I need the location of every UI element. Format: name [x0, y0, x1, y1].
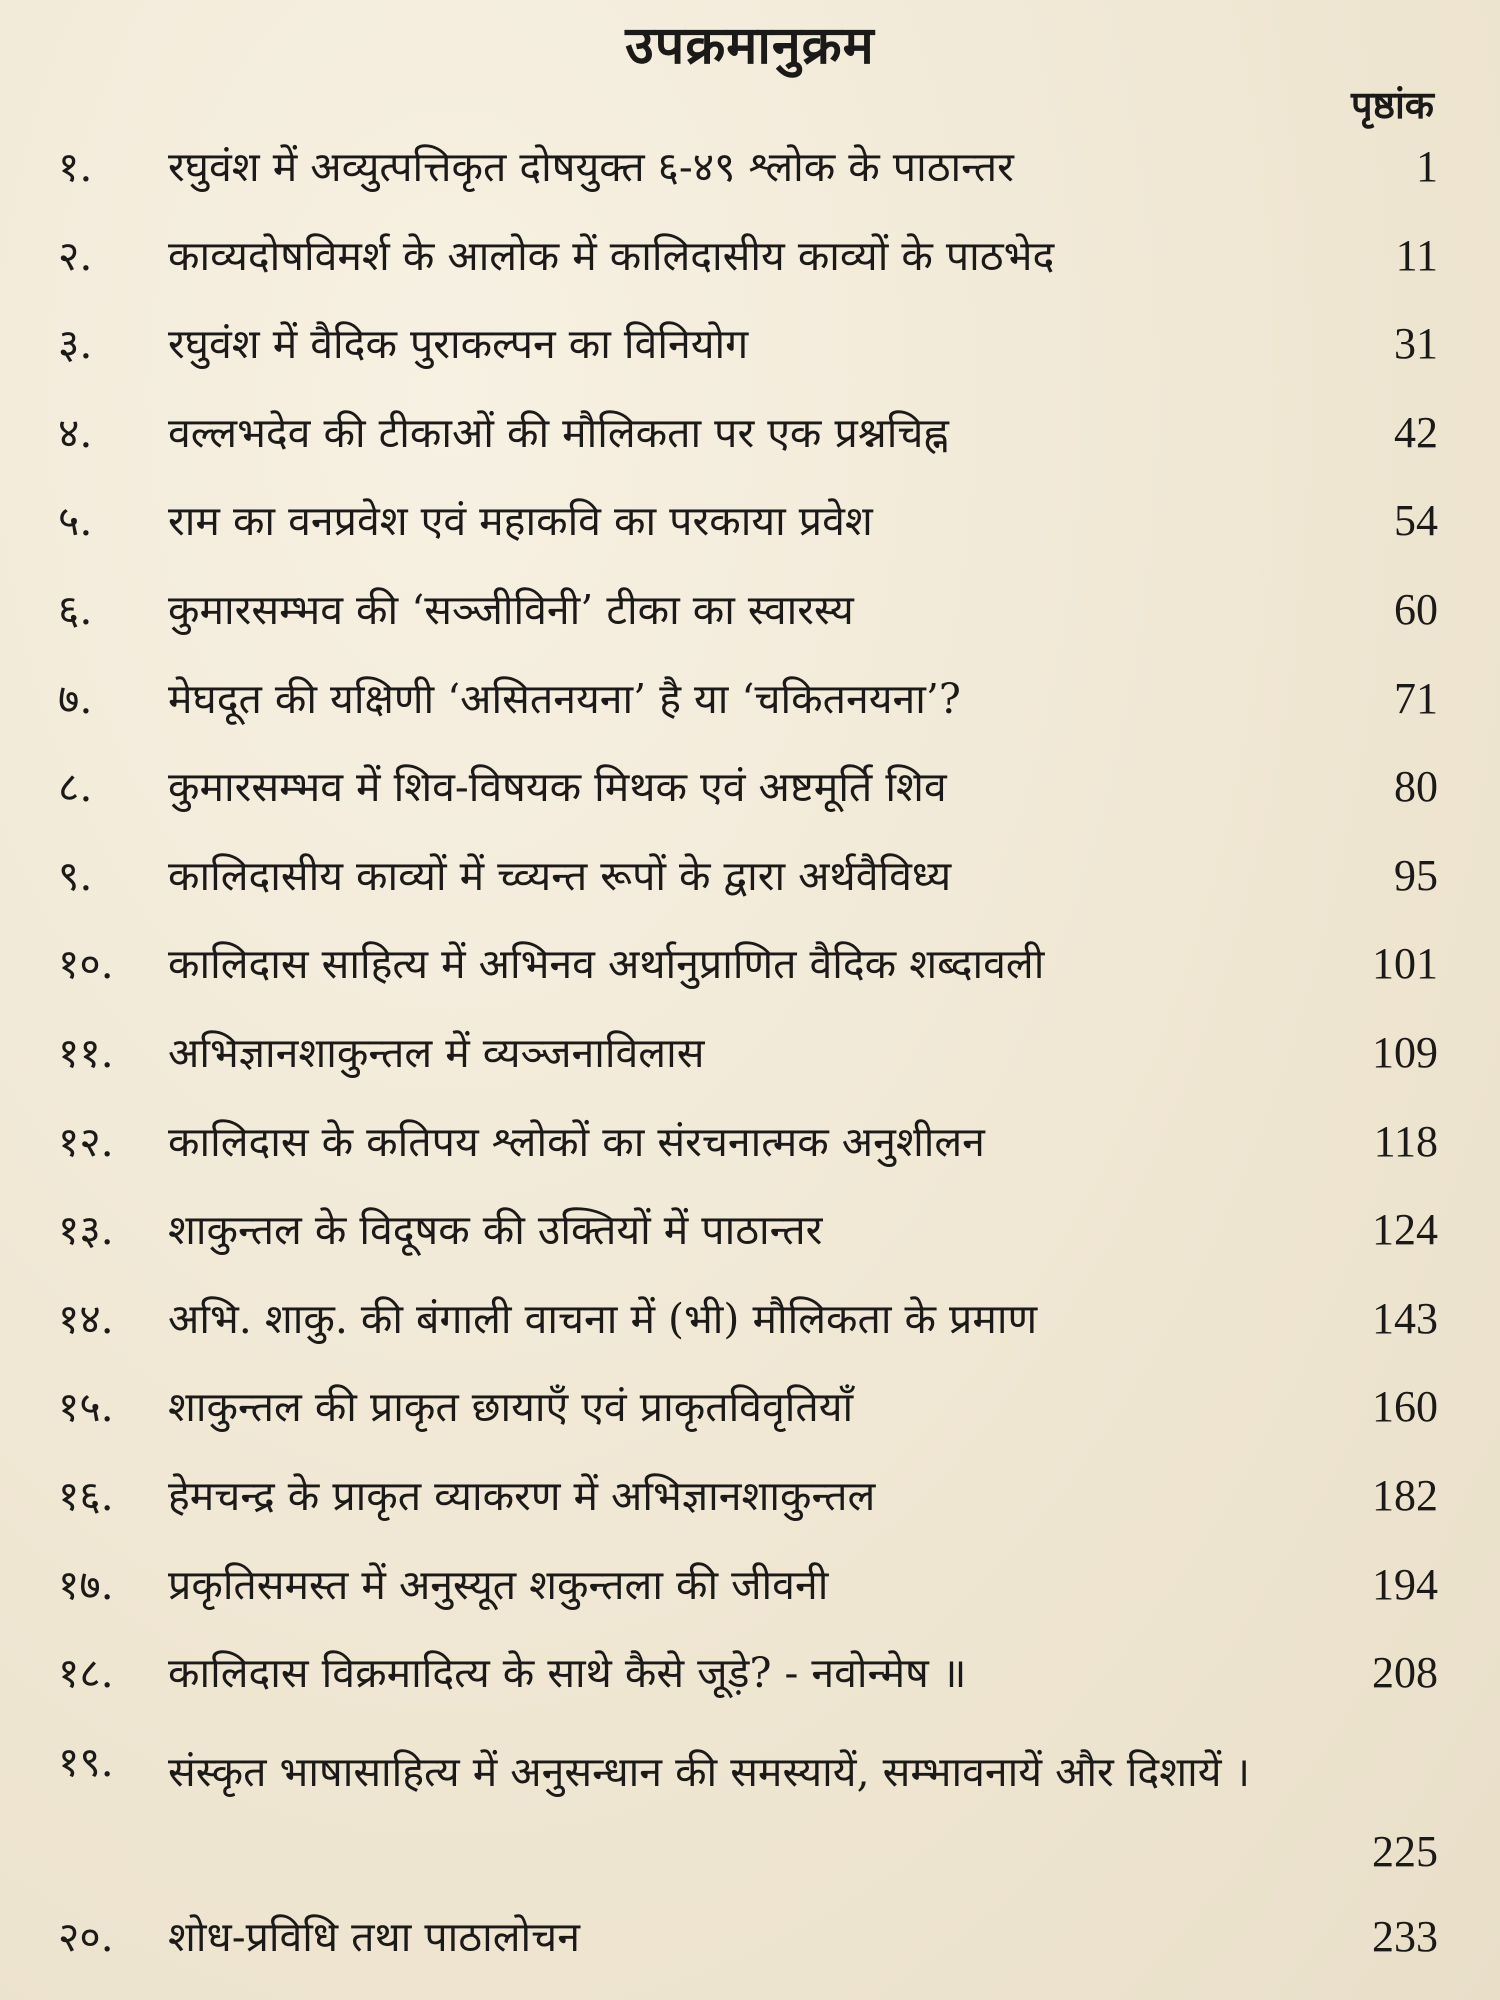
entry-title: अभि. शाकु. की बंगाली वाचना में (भी) मौलिकता के प्रमाण — [168, 1294, 1038, 1343]
entry-number: १०. — [58, 940, 114, 989]
entry-title: संस्कृत भाषासाहित्य में अनुसन्धान की समस्यायें, सम्भावनायें और दिशायें । — [168, 1747, 1251, 1796]
entry-title: प्रकृतिसमस्त में अनुस्यूत शकुन्तला की जीवनी — [168, 1560, 829, 1609]
entry-number: १६. — [58, 1471, 114, 1520]
entry-number: १२. — [58, 1117, 114, 1166]
entry-number: ५. — [58, 497, 93, 546]
entry-page: 31 — [1394, 319, 1438, 369]
entry-title: रघुवंश में वैदिक पुराकल्पन का विनियोग — [168, 320, 749, 369]
entry-title: कालिदास साहित्य में अभिनव अर्थानुप्राणित वैदिक शब्दावली — [168, 940, 1045, 989]
entry-page: 225 — [1372, 1826, 1438, 1876]
entry-page: 80 — [1394, 762, 1438, 812]
entry-page: 42 — [1394, 407, 1438, 457]
entry-title: अभिज्ञानशाकुन्तल में व्यञ्जनाविलास — [168, 1028, 705, 1077]
toc-entry-19 — [0, 1730, 1500, 1905]
entry-page: 101 — [1372, 939, 1438, 989]
toc-entry-16 — [0, 1464, 1500, 1553]
page-title: उपक्रमानुक्रम — [625, 15, 875, 76]
entry-page: 182 — [1372, 1470, 1438, 1520]
entry-number: १९. — [58, 1737, 114, 1786]
toc-entry-3 — [0, 312, 1500, 401]
toc-entry-13 — [0, 1198, 1500, 1287]
entry-title: रघुवंश में अव्युत्पत्तिकृत दोषयुक्त ६-४९ श्लोक के पाठान्तर — [168, 143, 1014, 191]
toc-entry-7 — [0, 667, 1500, 756]
entry-title: राम का वनप्रवेश एवं महाकवि का परकाया प्रवेश — [168, 497, 873, 546]
entry-number: २०. — [58, 1912, 114, 1961]
toc-entry-6 — [0, 578, 1500, 667]
entry-title: कुमारसम्भव की ‘सञ्जीविनी’ टीका का स्वारस्य — [168, 585, 854, 634]
entry-number: ११. — [58, 1028, 114, 1077]
entry-page: 95 — [1394, 850, 1438, 900]
entry-page: 124 — [1372, 1205, 1438, 1255]
entry-title: कुमारसम्भव में शिव-विषयक मिथक एवं अष्टमूर्ति शिव — [168, 763, 947, 812]
entry-title: कालिदासीय काव्यों में च्व्यन्त रूपों के द्वारा अर्थवैविध्य — [168, 851, 952, 900]
toc-entry-10 — [0, 932, 1500, 1021]
entry-number: ८. — [58, 763, 93, 812]
toc-entry-11 — [0, 1021, 1500, 1110]
entry-title: शोध-प्रविधि तथा पाठालोचन — [168, 1912, 580, 1961]
entry-title: कालिदास विक्रमादित्य के साथे कैसे जूड़े? - नवोन्मेष ॥ — [168, 1649, 967, 1698]
page-number-heading: पृष्ठांक — [1351, 82, 1434, 127]
toc-entry-20 — [0, 1905, 1500, 1994]
entry-number: २. — [58, 231, 93, 280]
entry-number: ७. — [58, 674, 93, 723]
toc-entry-8 — [0, 755, 1500, 844]
toc-entry-17 — [0, 1553, 1500, 1642]
entry-title: हेमचन्द्र के प्राकृत व्याकरण में अभिज्ञानशाकुन्तल — [168, 1471, 876, 1520]
toc-entry-5 — [0, 489, 1500, 578]
entry-number: ९. — [58, 851, 93, 900]
entry-title: मेघदूत की यक्षिणी ‘असितनयना’ है या ‘चकितनयना’? — [168, 674, 961, 723]
toc-entry-15 — [0, 1375, 1500, 1464]
toc-entry-12 — [0, 1110, 1500, 1199]
entry-number: १. — [58, 143, 93, 191]
entry-page: 208 — [1372, 1648, 1438, 1698]
entry-number: १३. — [58, 1206, 114, 1255]
entry-page: 194 — [1372, 1559, 1438, 1609]
entry-page: 11 — [1395, 230, 1438, 280]
entry-number: १४. — [58, 1294, 114, 1343]
toc-entry-18 — [0, 1641, 1500, 1730]
entry-title: वल्लभदेव की टीकाओं की मौलिकता पर एक प्रश्नचिह्न — [168, 408, 949, 457]
entry-number: १८. — [58, 1649, 114, 1698]
entry-page: 60 — [1394, 584, 1438, 634]
entry-title: शाकुन्तल के विदूषक की उक्तियों में पाठान्तर — [168, 1206, 823, 1255]
entry-page: 160 — [1372, 1382, 1438, 1432]
entry-number: ६. — [58, 585, 93, 634]
entry-number: १५. — [58, 1383, 114, 1432]
toc-list — [0, 135, 1500, 1993]
entry-page: 143 — [1372, 1293, 1438, 1343]
entry-page: 71 — [1394, 673, 1438, 723]
toc-entry-14 — [0, 1287, 1500, 1376]
entry-page: 233 — [1372, 1911, 1438, 1961]
entry-page: 118 — [1373, 1116, 1438, 1166]
entry-number: १७. — [58, 1560, 114, 1609]
toc-entry-1 — [0, 135, 1500, 224]
entry-page: 109 — [1372, 1027, 1438, 1077]
entry-title: शाकुन्तल की प्राकृत छायाएँ एवं प्राकृतविवृतियाँ — [168, 1383, 854, 1432]
toc-entry-4 — [0, 401, 1500, 490]
toc-entry-9 — [0, 844, 1500, 933]
entry-page: 1 — [1416, 142, 1438, 191]
entry-title: काव्यदोषविमर्श के आलोक में कालिदासीय काव्यों के पाठभेद — [168, 231, 1055, 280]
entry-title: कालिदास के कतिपय श्लोकों का संरचनात्मक अनुशीलन — [168, 1117, 985, 1166]
entry-number: ३. — [58, 320, 93, 369]
entry-number: ४. — [58, 408, 93, 457]
toc-entry-2 — [0, 224, 1500, 313]
entry-page: 54 — [1394, 496, 1438, 546]
